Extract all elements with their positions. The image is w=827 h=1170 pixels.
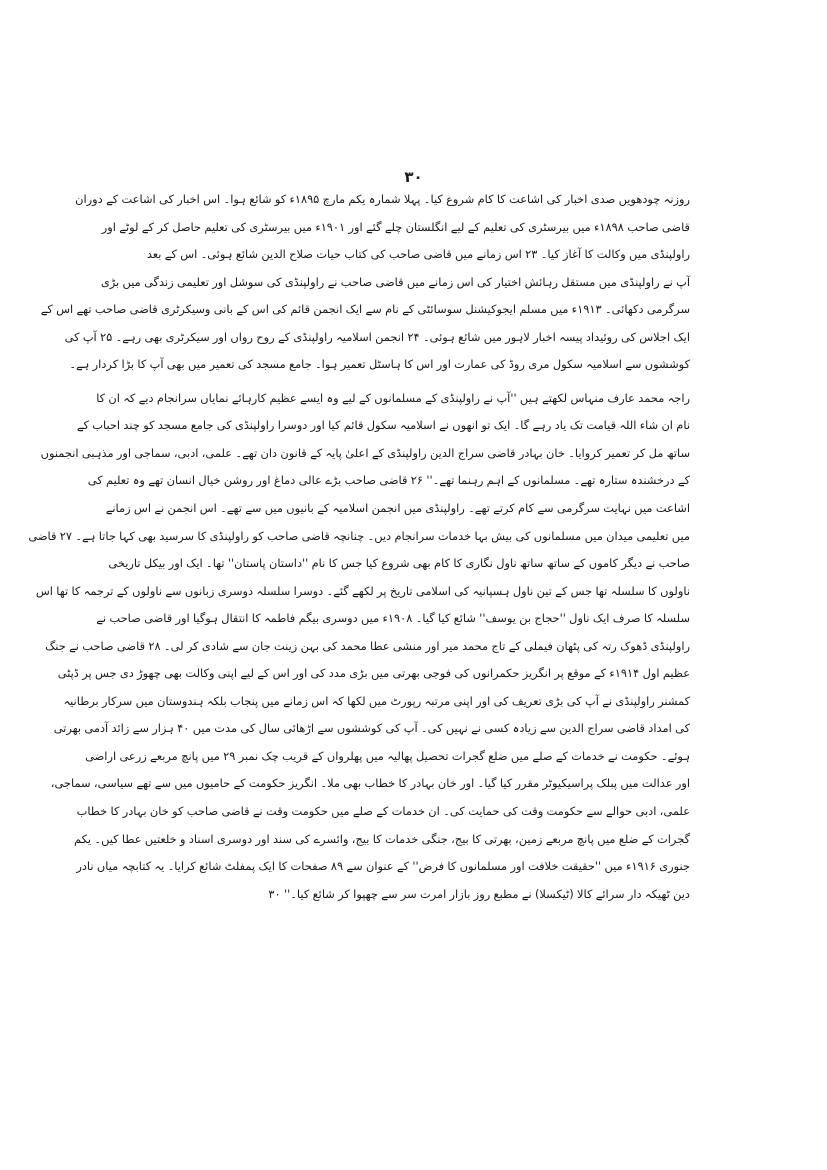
text-line: ناولوں کا سلسلہ تھا جس کے تین ناول ہسپانیہ کی اسلامی تاریخ پر لکھے گئے۔ دوسرا سلسلہ دوسری زبانوں سے ناولوں کے ترجمہ کا تھا اس [35,583,690,598]
text-line: نام ان شاء اللہ قیامت تک یاد رہے گا۔ ایک تو انھوں نے اسلامیہ سکول قائم کیا اور دوسرا راولپنڈی کی جامع مسجد کو چند احباب کے [76,418,690,433]
text-line: کوششوں سے اسلامیہ سکول مری روڈ کی عمارت اور اس کا ہاسٹل تعمیر ہوا۔ جامع مسجد کی تعمیر میں بھی آپ کا بڑا کردار ہے۔ [69,357,690,372]
text-line: قاضی صاحب ۱۸۹۸ء میں بیرسٹری کی تعلیم کے لیے انگلستان چلے گئے اور ۱۹۰۱ء میں بیرسٹری کی تعلیم حاصل کر کے لوٹے اور [101,219,690,234]
text-line: اشاعت میں نہایت سرگرمی سے کام کرتے تھے۔ راولپنڈی میں انجمن اسلامیہ کے بانیوں میں سے تھے۔ اس انجمن نے اس زمانے [105,501,690,516]
text-line: ساتھ مل کر تعمیر کروایا۔ خان بہادر قاضی سراج الدین راولپنڈی کے اعلیٰ پایہ کے قانون دان تھے۔ علمی، ادبی، سماجی اور مذہبی انجمنوں [40,445,690,460]
text-line: میں تعلیمی میدان میں مسلمانوں کی بیش بہا خدمات سرانجام دیں۔ چنانچہ قاضی صاحب کو راولپنڈی کا سرسید بھی کہا جاتا ہے۔ ۲۷ قاضی [28,528,690,543]
text-line: کے درخشندہ ستارہ تھے۔ مسلمانوں کے اہم رہنما تھے۔'' ۲۶ قاضی صاحب بڑے عالی دماغ اور روشن خیال انسان تھے وہ تعلیم کی [87,473,690,488]
text-line: سرگرمی دکھائی۔ ۱۹۱۳ء میں مسلم ایجوکیشنل سوسائٹی کے نام سے ایک انجمن قائم کی اس کے بانی وسیکرٹری قاضی صاحب تھے اس کے [40,302,690,317]
text-line: جنوری ۱۹۱۶ء میں ''حقیقت خلافت اور مسلمانوں کا فرض'' کے عنوان سے ۸۹ صفحات کا ایک پمفلٹ شائع کرایا۔ یہ کتابچہ میاں نادر [76,859,690,874]
paragraph-2 [28,385,690,908]
text-line: راولپنڈی میں وکالت کا آغاز کیا۔ ۲۳ اس زمانے میں قاضی صاحب کی کتاب حیات صلاح الدین شائع ہوئی۔ اس کے بعد [146,247,690,262]
text-line: گجرات کے ضلع میں پانچ مربعے زمین، بھرتی کا بیج، جنگی خدمات کا بیج، وائسرے کی سند اور دوسری اسناد و خلعتیں عطا کیں۔ یکم [74,831,690,846]
text-line: روزنہ چودھویں صدی اخبار کی اشاعت کا کام شروع کیا۔ پہلا شمارہ یکم مارچ ۱۸۹۵ء کو شائع ہوا۔ اس اخبار کی اشاعت کے دوران [75,192,690,206]
text-line: آپ نے راولپنڈی میں مستقل رہائش اختیار کی اس زمانے میں قاضی صاحب نے راولپنڈی کی سوشل اور تعلیمی زندگی میں بڑی [100,274,690,289]
text-line: کی امداد قاضی سراج الدین سے زیادہ کسی نے نہیں کی۔ آپ کی کوششوں سے اڑھائی سال کی مدت میں ۴۰ ہزار سے زائد آدمی بھرتی [53,721,690,736]
text-line: کمشنر راولپنڈی نے آپ کی بڑی تعریف کی اور اپنی مرتبہ رپورٹ میں لکھا کہ اس زمانے میں پنجاب بلکہ ہندوستان میں سرکار برطانیہ [63,693,690,708]
text-line: دین ٹھیکہ دار سرائے کالا (ٹیکسلا) نے مطبع روز بازار امرت سر سے چھپوا کر شائع کیا۔'' ۳۰ [268,886,690,901]
body-text [28,186,690,908]
text-line: علمی، ادبی حوالے سے حکومت وقت کی حمایت کی۔ ان خدمات کے صلے میں حکومت وقت نے قاضی صاحب کو خان بہادر کا خطاب [76,804,690,819]
text-line: عظیم اول ۱۹۱۴ء کے موقع پر انگریز حکمرانوں کی فوجی بھرتی میں بڑی مدد کی اور اس کے لیے اپنی وکالت بھی چھوڑ دی جس پر ڈپٹی [57,666,690,681]
text-line: ہوئے۔ حکومت نے خدمات کے صلے میں ضلع گجرات تحصیل پھالیہ میں پھلرواں کے قریب چک نمبر ۲۹ میں پانچ مربعے زرعی اراضی [85,748,690,763]
paragraph-1 [40,186,690,379]
text-line: ایک اجلاس کی روئیداد پیسہ اخبار لاہور میں شائع ہوئی۔ ۲۴ انجمن اسلامیہ راولپنڈی کے روح رواں اور سیکرٹری بھی رہے۔ ۲۵ آپ کی [64,329,690,344]
text-line: راجہ محمد عارف منہاس لکھتے ہیں ''آپ نے راولپنڈی کے مسلمانوں کے لیے وہ ایسے عظیم کارہائے نمایاں سرانجام دیے کہ ان کا [96,390,690,405]
text-line: راولپنڈی ڈھوک رتہ کی پٹھان فیملی کے تاج محمد میر اور منشی عطا محمد کی بہن زینت جان سے شادی کر لی۔ ۲۸ قاضی صاحب نے جنگ [45,638,690,653]
text-line: سلسلہ کا صرف ایک ناول ''حجاج بن یوسف'' شائع کیا گیا۔ ۱۹۰۸ء میں دوسری بیگم فاطمہ کا انتقال ہوگیا اور قاضی صاحب نے [96,611,690,626]
text-line: صاحب نے دیگر کاموں کے ساتھ ساتھ ناول نگاری کا کام بھی شروع کیا جس کا نام ''داستان پاستان'' تھا۔ ایک اور بیکل تاریخی [108,556,690,571]
text-line: اور عدالت میں پبلک پراسیکیوٹر مقرر کیا گیا۔ اور خان بہادر کا خطاب بھی ملا۔ انگریز حکومت کے حامیوں میں سے تھے سیاسی، سماجی، [50,776,690,791]
page-number: ۳۰ [404,168,423,186]
